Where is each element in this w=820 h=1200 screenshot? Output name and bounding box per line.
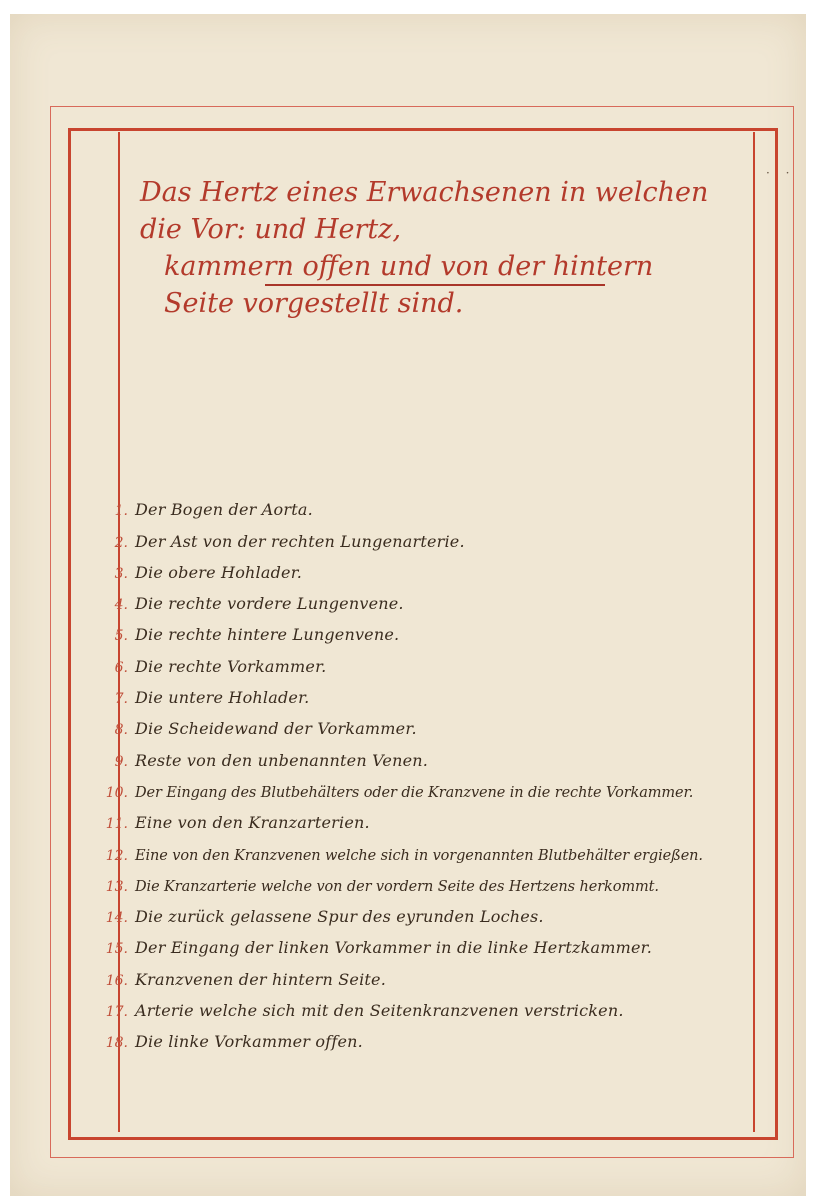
title-underline bbox=[265, 284, 605, 286]
item-number: 3. bbox=[114, 565, 128, 582]
item-number: 2. bbox=[114, 534, 128, 551]
right-margin-rule bbox=[753, 132, 755, 1132]
item-text: Der Eingang des Blutbehälters oder die Kranzvene in die rechte Vorkammer. bbox=[135, 784, 694, 801]
item-text: Kranzvenen der hintern Seite. bbox=[135, 969, 386, 989]
item-number: 15. bbox=[105, 941, 128, 958]
item-number: 8. bbox=[114, 722, 128, 739]
list-item bbox=[92, 926, 712, 957]
legend-list bbox=[92, 488, 712, 1051]
page-title bbox=[130, 174, 730, 322]
list-item bbox=[92, 551, 712, 582]
item-text: Der Eingang der linken Vorkammer in die linke Hertzkammer. bbox=[135, 938, 652, 958]
item-number: 1. bbox=[114, 503, 128, 520]
list-item bbox=[92, 989, 712, 1020]
corner-mark: · · bbox=[766, 166, 796, 180]
item-text: Arterie welche sich mit den Seitenkranzvenen verstricken. bbox=[135, 1001, 624, 1021]
item-text: Die Scheidewand der Vorkammer. bbox=[135, 719, 417, 739]
item-text: Die rechte vordere Lungenvene. bbox=[135, 594, 404, 614]
item-number: 13. bbox=[105, 878, 128, 895]
list-item bbox=[92, 864, 712, 895]
list-item bbox=[92, 519, 712, 550]
item-number: 6. bbox=[114, 659, 128, 676]
item-number: 7. bbox=[114, 691, 128, 708]
list-item bbox=[92, 707, 712, 738]
list-item bbox=[92, 582, 712, 613]
list-item bbox=[92, 895, 712, 926]
paper-sheet bbox=[10, 14, 806, 1196]
item-number: 11. bbox=[105, 816, 128, 833]
item-number: 9. bbox=[114, 753, 128, 770]
item-number: 12. bbox=[105, 847, 128, 864]
list-item bbox=[92, 676, 712, 707]
item-number: 5. bbox=[114, 628, 128, 645]
title-line-2: kammern offen und von der hintern Seite vorgestellt sind. bbox=[164, 251, 654, 319]
item-text: Der Bogen der Aorta. bbox=[135, 500, 313, 520]
list-item bbox=[92, 613, 712, 644]
item-number: 17. bbox=[105, 1004, 128, 1021]
list-item bbox=[92, 1020, 712, 1051]
item-text: Die untere Hohlader. bbox=[135, 688, 310, 708]
title-line-1: Das Hertz eines Erwachsenen in welchen die Vor: und Hertz, bbox=[140, 177, 709, 245]
item-text: Eine von den Kranzvenen welche sich in vorgenannten Blutbehälter ergießen. bbox=[135, 847, 703, 864]
item-text: Reste von den unbenannten Venen. bbox=[135, 750, 429, 770]
item-number: 10. bbox=[105, 784, 128, 801]
list-item bbox=[92, 770, 712, 801]
list-item bbox=[92, 644, 712, 675]
item-text: Eine von den Kranzarterien. bbox=[135, 813, 370, 833]
list-item bbox=[92, 801, 712, 832]
item-text: Die Kranzarterie welche von der vordern Seite des Hertzens herkommt. bbox=[135, 878, 659, 895]
list-item bbox=[92, 738, 712, 769]
list-item bbox=[92, 832, 712, 863]
list-item bbox=[92, 488, 712, 519]
item-text: Die linke Vorkammer offen. bbox=[135, 1032, 363, 1052]
item-text: Die zurück gelassene Spur des eyrunden Loches. bbox=[135, 907, 544, 927]
item-number: 16. bbox=[105, 972, 128, 989]
list-item bbox=[92, 957, 712, 988]
item-text: Der Ast von der rechten Lungenarterie. bbox=[135, 531, 465, 551]
item-text: Die rechte hintere Lungenvene. bbox=[135, 625, 400, 645]
item-text: Die rechte Vorkammer. bbox=[135, 656, 327, 676]
item-number: 18. bbox=[105, 1035, 128, 1052]
item-number: 4. bbox=[114, 597, 128, 614]
item-text: Die obere Hohlader. bbox=[135, 562, 303, 582]
item-number: 14. bbox=[105, 910, 128, 927]
